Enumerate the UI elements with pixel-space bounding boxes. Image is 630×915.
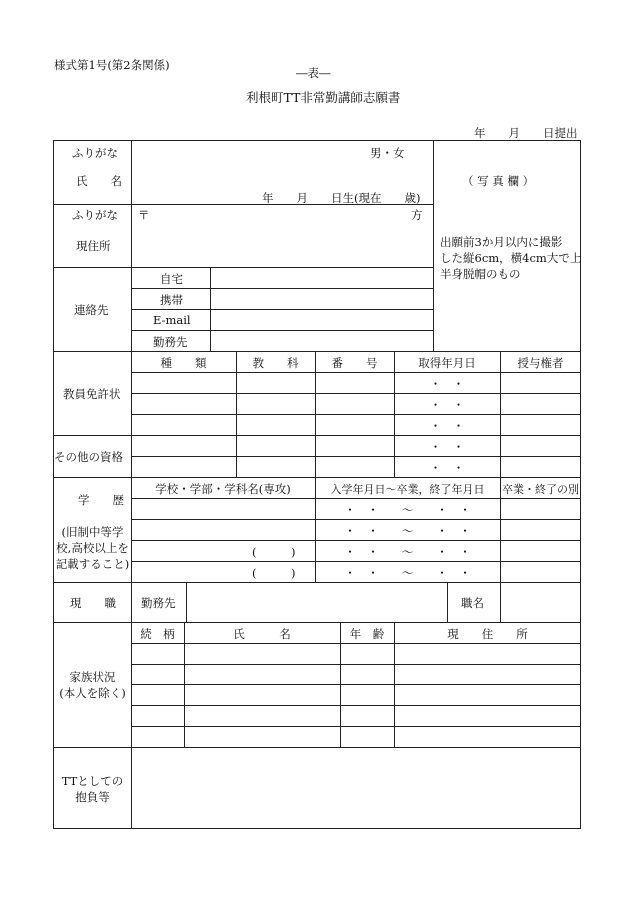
photo-note-line: した縦6cm，横4cm大で上: [440, 251, 582, 265]
address-input[interactable]: [150, 208, 405, 263]
contact-mobile-label: 携帯: [160, 293, 183, 307]
relationship-header: 続 柄: [140, 627, 175, 641]
family-name-header: 氏 名: [233, 627, 291, 641]
family-label-line: (本人を除く): [59, 686, 126, 700]
contact-home-input[interactable]: [212, 269, 431, 287]
license-date-field[interactable]: ・ ・: [429, 419, 465, 433]
license-issuer-header: 授与権者: [517, 356, 564, 370]
license-date-header: 取得年月日: [418, 356, 476, 370]
education-period-field[interactable]: ・ ・ 〜 ・ ・: [344, 545, 471, 559]
photo-note: [440, 234, 581, 282]
education-period-field[interactable]: ・ ・ 〜 ・ ・: [344, 503, 471, 517]
furigana-label: ふりがな: [72, 146, 118, 160]
furigana-address-label: ふりがな: [72, 208, 118, 222]
photo-note-line: 半身脱帽のもの: [440, 267, 521, 281]
license-type-header: 種 類: [160, 356, 207, 370]
contact-email-input[interactable]: [212, 311, 431, 329]
contact-mobile-input[interactable]: [212, 290, 431, 308]
major-paren-field[interactable]: ( ): [252, 545, 296, 559]
contact-work-label: 勤務先: [153, 335, 188, 349]
qualification-date-field[interactable]: ・ ・: [429, 461, 465, 475]
name-input[interactable]: [133, 156, 361, 200]
family-label: [54, 669, 131, 701]
workplace-input[interactable]: [188, 584, 445, 620]
form-number: 様式第1号(第2条関係): [54, 58, 170, 72]
photo-note-line: 出願前3か月以内に撮影: [440, 235, 563, 249]
address-label: 現住所: [76, 239, 111, 253]
education-label: 学 歴: [78, 493, 124, 507]
license-date-field[interactable]: ・ ・: [429, 398, 465, 412]
family-address-header: 現 住 所: [447, 627, 528, 641]
license-label: 教員免許状: [63, 387, 121, 401]
direction-label: 方: [411, 208, 423, 222]
page-title: 利根町TT非常勤講師志願書: [246, 90, 401, 105]
face-label: ―表―: [296, 66, 331, 80]
education-note-line: (旧制中等学: [61, 525, 124, 539]
current-job-label: 現 職: [70, 596, 116, 610]
license-subject-header: 教 科: [252, 356, 299, 370]
postal-mark: 〒: [138, 208, 150, 222]
position-input[interactable]: [502, 584, 579, 620]
education-period-field[interactable]: ・ ・ 〜 ・ ・: [344, 566, 471, 580]
aspiration-label-line: 抱負等: [75, 790, 110, 804]
major-paren-field[interactable]: ( ): [252, 566, 296, 580]
qualification-date-field[interactable]: ・ ・: [429, 440, 465, 454]
contact-home-label: 自宅: [160, 272, 183, 286]
age-header: 年 齢: [349, 627, 385, 641]
photo-placeholder-label: （ 写 真 欄 ）: [462, 174, 535, 188]
other-qualifications-label: その他の資格: [54, 450, 123, 464]
license-number-header: 番 号: [331, 356, 378, 370]
aspiration-label: [54, 773, 131, 805]
license-date-field[interactable]: ・ ・: [429, 377, 465, 391]
graduation-type-header: 卒業・終了の別: [502, 483, 579, 496]
aspiration-label-line: TTとしての: [61, 774, 124, 788]
school-name-header: 学校・学部・学科名(専攻): [155, 482, 291, 496]
education-note-line: 記載すること): [55, 557, 130, 571]
contact-label: 連絡先: [74, 303, 109, 317]
enrollment-period-header: 入学年月日～卒業，終了年月日: [330, 483, 485, 496]
workplace-label: 勤務先: [141, 596, 176, 610]
contact-email-label: E-mail: [153, 313, 191, 327]
position-label: 職名: [461, 596, 484, 610]
name-label: 氏 名: [76, 174, 122, 188]
gender-select[interactable]: 男・女: [370, 146, 405, 160]
contact-work-input[interactable]: [212, 332, 431, 350]
submission-date: 年 月 日提出: [474, 126, 578, 140]
family-label-line: 家族状況: [69, 670, 116, 684]
education-period-field[interactable]: ・ ・ 〜 ・ ・: [344, 524, 471, 538]
education-note: [54, 524, 131, 572]
birthdate-field[interactable]: 年 月 日生(現在 歳): [262, 191, 421, 205]
aspiration-input[interactable]: [133, 749, 579, 827]
education-note-line: 校,高校以上を: [56, 541, 129, 555]
